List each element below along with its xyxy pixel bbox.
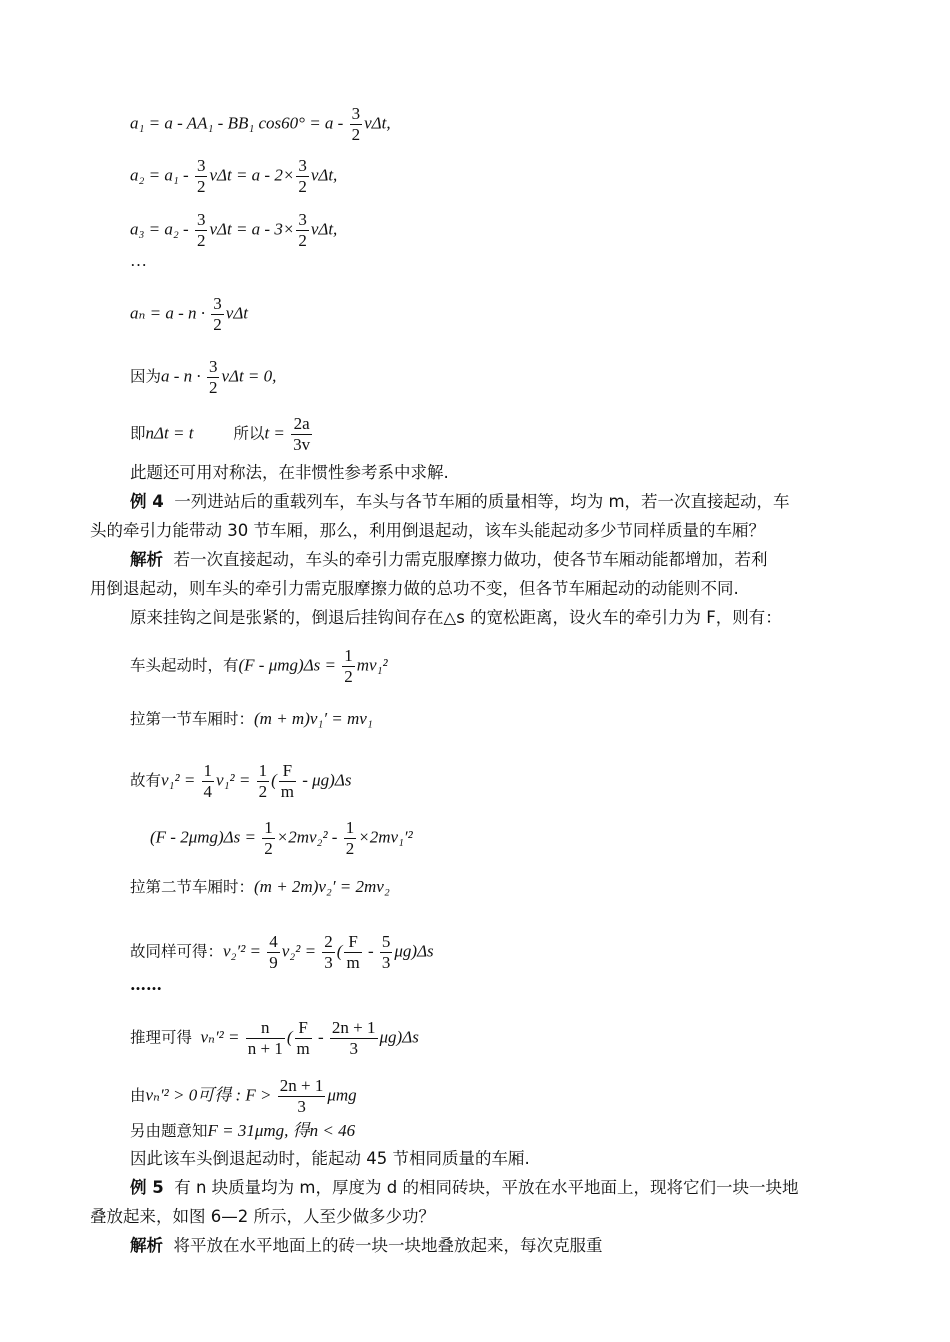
eq-text: v₁² = bbox=[216, 770, 255, 790]
frac-num: 3 bbox=[208, 357, 218, 376]
frac-den: 2 bbox=[344, 667, 353, 686]
solution4-line1 bbox=[130, 545, 768, 575]
eq-text: v₂² = bbox=[281, 941, 321, 961]
frac-num: 5 bbox=[381, 932, 391, 951]
example-text: 一列进站后的重载列车，车头与各节车厢的质量相等，均为 m，若一次直接起动，车 bbox=[174, 492, 790, 511]
eq-tail: mv₁² bbox=[356, 655, 388, 675]
eq-text: - bbox=[363, 941, 378, 961]
eq-text: v₂′² = bbox=[223, 941, 266, 961]
eq-text: vₙ′² = bbox=[200, 1027, 244, 1047]
frac-num: F bbox=[344, 932, 361, 953]
frac-den: m bbox=[296, 1039, 310, 1058]
fraction bbox=[296, 210, 309, 251]
frac-den: 2 bbox=[258, 782, 268, 801]
formula-work-two bbox=[150, 818, 413, 859]
frac-num: 2n + 1 bbox=[331, 1018, 376, 1037]
fraction bbox=[278, 1076, 326, 1117]
fraction bbox=[195, 210, 208, 251]
fraction bbox=[211, 294, 224, 335]
eq-tail: μmg bbox=[327, 1085, 357, 1105]
eq-text: ×2mv₂² - bbox=[276, 827, 342, 847]
frac-num: 1 bbox=[258, 761, 268, 780]
eq-text: vₙ′² > 0可得 : F > bbox=[145, 1085, 276, 1105]
eq-text: - bbox=[313, 1027, 328, 1047]
example5-line1 bbox=[130, 1173, 798, 1203]
fraction bbox=[195, 156, 208, 197]
eq-tail: ×2mv₁′² bbox=[358, 827, 413, 847]
solution-label: 解析 bbox=[130, 1236, 163, 1255]
eq-tail: vΔt = 0, bbox=[221, 366, 277, 386]
solution4-line3: 原来挂钩之间是张紧的，倒退后挂钩间存在△s 的宽松距离，设火车的牵引力为 F，则有： bbox=[130, 608, 782, 627]
frac-den: 2 bbox=[345, 839, 355, 858]
eq-prefix: 推理可得 bbox=[130, 1028, 193, 1047]
frac-den: 3 bbox=[381, 953, 391, 972]
frac-den: 2 bbox=[264, 839, 273, 858]
example-label: 例 5 bbox=[130, 1178, 164, 1197]
eq-prefix: 故有 bbox=[130, 771, 162, 790]
fraction bbox=[295, 1018, 312, 1059]
formula-second-car bbox=[130, 876, 390, 898]
eq-prefix: 因为 bbox=[130, 367, 162, 386]
frac-num: 4 bbox=[269, 932, 278, 951]
eq-prefix: 拉第二节车厢时： bbox=[130, 878, 255, 896]
eq-mid: 所以 bbox=[233, 424, 265, 443]
frac-den: 9 bbox=[269, 953, 278, 972]
equation-a3 bbox=[130, 210, 337, 251]
fraction bbox=[350, 104, 363, 145]
eq-prefix: 车头起动时，有 bbox=[130, 656, 239, 675]
fraction bbox=[257, 761, 270, 802]
frac-den: 2 bbox=[196, 231, 206, 250]
eq-tail: vΔt, bbox=[310, 165, 338, 185]
frac-den: 4 bbox=[203, 782, 213, 801]
frac-num: 1 bbox=[345, 818, 355, 837]
eq-text: vΔt = a - 2× bbox=[209, 165, 295, 185]
eq-tail: μg)Δs bbox=[394, 941, 434, 961]
eq-prefix: 拉第一节车厢时： bbox=[130, 710, 255, 728]
eq-prefix: 另由题意知 bbox=[130, 1122, 208, 1140]
frac-num: 1 bbox=[203, 761, 213, 780]
formula-v1-squared bbox=[130, 761, 351, 802]
fraction bbox=[344, 932, 361, 973]
fraction bbox=[380, 932, 393, 973]
solution-label: 解析 bbox=[130, 550, 163, 569]
eq-prefix: 由 bbox=[130, 1086, 146, 1105]
equation-because bbox=[130, 357, 276, 398]
frac-den: n + 1 bbox=[247, 1039, 283, 1058]
solution5-line1 bbox=[130, 1231, 603, 1261]
fraction bbox=[342, 646, 355, 687]
fraction bbox=[262, 818, 275, 859]
solution4-line2: 用倒退起动，则车头的牵引力需克服摩擦力做的总功不变，但各节车厢起动的动能则不同. bbox=[90, 579, 739, 598]
fraction bbox=[207, 357, 220, 398]
example4-line2: 头的牵引力能带动 30 节车厢，那么，利用倒退起动，该车头能起动多少节同样质量的车厢？ bbox=[90, 521, 765, 540]
frac-num: n bbox=[246, 1018, 285, 1039]
eq-text: t = bbox=[264, 423, 290, 443]
frac-num: 3 bbox=[298, 156, 307, 175]
eq-text: aₙ = a - n · bbox=[130, 303, 210, 323]
example4-line1 bbox=[130, 487, 790, 517]
example5-line2: 叠放起来，如图 6—2 所示，人至少做多少功？ bbox=[90, 1207, 435, 1226]
equation-an bbox=[130, 294, 248, 335]
fraction bbox=[330, 1018, 378, 1059]
frac-den: 3 bbox=[297, 1097, 306, 1116]
eq-text: a - n · bbox=[161, 366, 205, 386]
ellipsis-bold: …… bbox=[130, 975, 162, 994]
frac-num: 2n + 1 bbox=[279, 1076, 324, 1095]
formula-inequality bbox=[130, 1076, 357, 1117]
eq-text: (F - μmg)Δs = bbox=[238, 655, 341, 675]
fraction bbox=[296, 156, 309, 197]
eq-text: (F - 2μmg)Δs = bbox=[150, 827, 261, 847]
frac-num: 1 bbox=[264, 818, 273, 837]
eq-tail: vΔt bbox=[225, 303, 249, 323]
eq-text: v₁² = bbox=[161, 770, 200, 790]
frac-den: 3v bbox=[293, 435, 311, 454]
solution-text: 若一次直接起动，车头的牵引力需克服摩擦力做功，使各节车厢动能都增加，若利 bbox=[173, 550, 768, 569]
frac-den: 3 bbox=[349, 1039, 358, 1058]
frac-den: 2 bbox=[298, 231, 307, 250]
frac-num: F bbox=[279, 761, 296, 782]
eq-text: ( bbox=[271, 770, 277, 790]
eq-text: ( bbox=[336, 941, 343, 961]
conclusion: 因此该车头倒退起动时，能起动 45 节相同质量的车厢. bbox=[130, 1149, 530, 1168]
formula-start bbox=[130, 646, 388, 687]
fraction bbox=[291, 414, 312, 455]
frac-den: 2 bbox=[351, 125, 361, 144]
frac-num: 3 bbox=[196, 210, 206, 229]
eq-tail: - μg)Δs bbox=[297, 770, 352, 790]
eq-prefix: 即 bbox=[130, 424, 146, 443]
fraction bbox=[279, 761, 296, 802]
ellipsis: … bbox=[130, 251, 147, 270]
example-label: 例 4 bbox=[130, 492, 164, 511]
formula-first-car bbox=[130, 708, 373, 730]
frac-num: F bbox=[295, 1018, 312, 1039]
equation-a1 bbox=[130, 104, 391, 145]
frac-den: m bbox=[346, 953, 360, 972]
eq-text: vΔt = a - 3× bbox=[209, 219, 295, 239]
equation-result-t bbox=[130, 414, 314, 455]
eq-tail: μg)Δs bbox=[379, 1027, 419, 1047]
frac-den: 2 bbox=[208, 378, 218, 397]
frac-den: 2 bbox=[196, 177, 206, 196]
fraction bbox=[202, 761, 215, 802]
eq-text: a₁ = a - AA₁ - BB₁ cos60° = a - bbox=[130, 113, 348, 133]
frac-den: 2 bbox=[213, 315, 222, 334]
eq-text: F = 31μmg, 得n < 46 bbox=[207, 1121, 356, 1140]
formula-v2-squared bbox=[130, 932, 434, 973]
eq-text: (m + 2m)v₂′ = 2mv₂ bbox=[254, 877, 390, 896]
frac-den: 2 bbox=[298, 177, 307, 196]
eq-text: nΔt = t bbox=[145, 423, 194, 443]
frac-num: 3 bbox=[213, 294, 222, 313]
eq-text: a₃ = a₂ - bbox=[130, 219, 193, 239]
frac-den: 3 bbox=[324, 953, 333, 972]
eq-text: a₂ = a₁ - bbox=[130, 165, 193, 185]
example-text: 有 n 块质量均为 m，厚度为 d 的相同砖块，平放在水平地面上，现将它们一块一块地 bbox=[174, 1178, 799, 1197]
fraction bbox=[246, 1018, 285, 1059]
frac-num: 3 bbox=[351, 104, 361, 123]
fraction bbox=[344, 818, 357, 859]
fraction bbox=[322, 932, 335, 973]
frac-num: 3 bbox=[298, 210, 307, 229]
eq-tail: vΔt, bbox=[364, 113, 391, 133]
frac-num: 1 bbox=[344, 646, 353, 665]
solution-text: 将平放在水平地面上的砖一块一块地叠放起来，每次克服重 bbox=[173, 1236, 603, 1255]
frac-den: m bbox=[280, 782, 294, 801]
eq-text: (m + m)v₁′ = mv₁ bbox=[254, 709, 373, 728]
eq-tail: vΔt, bbox=[310, 219, 338, 239]
equation-a2 bbox=[130, 156, 337, 197]
frac-num: 2 bbox=[324, 932, 333, 951]
eq-prefix: 故同样可得： bbox=[130, 942, 224, 961]
formula-vn-squared bbox=[130, 1018, 419, 1059]
eq-text: ( bbox=[286, 1027, 293, 1047]
formula-known-f bbox=[130, 1120, 355, 1142]
symmetry-note: 此题还可用对称法，在非惯性参考系中求解. bbox=[130, 463, 449, 482]
frac-num: 3 bbox=[196, 156, 206, 175]
fraction bbox=[267, 932, 280, 973]
frac-num: 2a bbox=[291, 414, 312, 435]
